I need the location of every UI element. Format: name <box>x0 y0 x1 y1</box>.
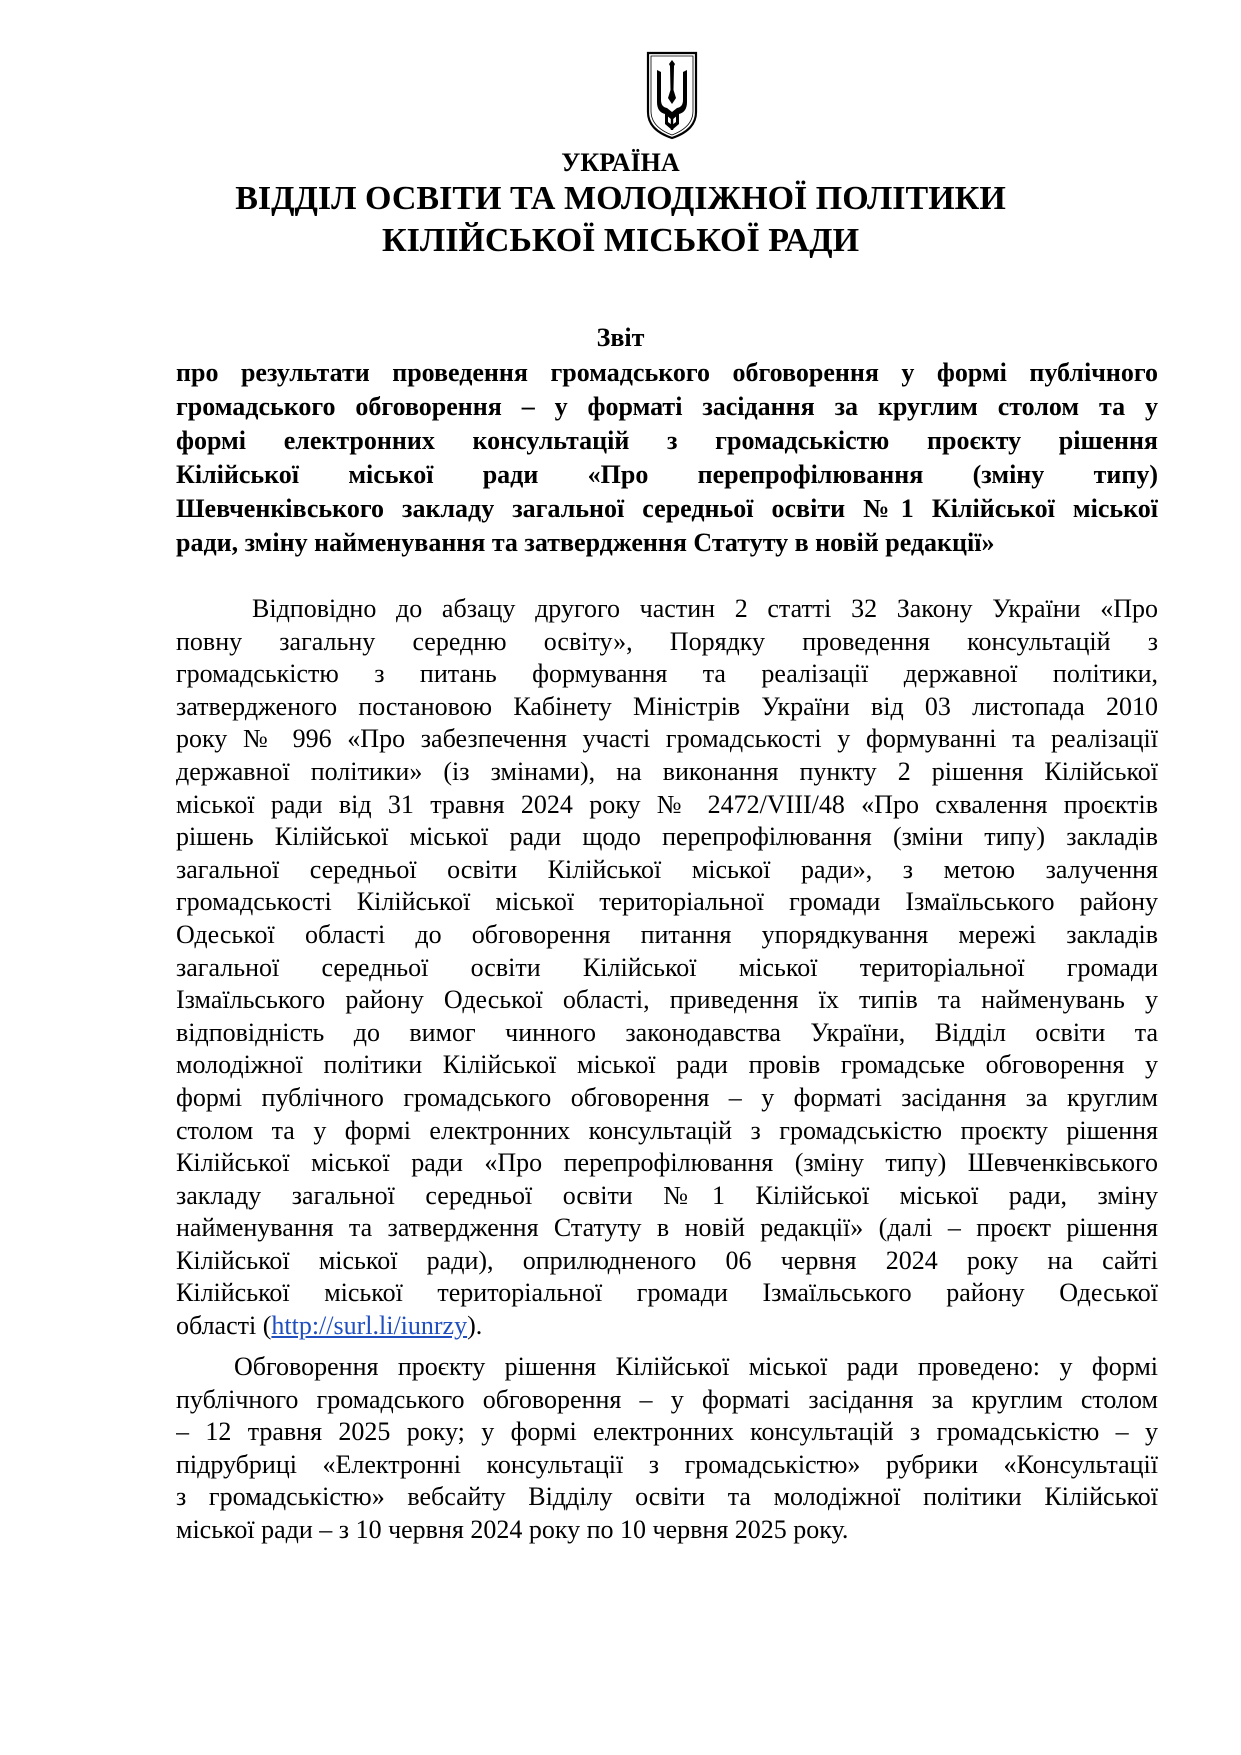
body-line: закладу загальної середньої освіти №1 Кілійської міської ради, зміну <box>176 1180 1158 1210</box>
body-line: столом та у формі електронних консультацій з громадськістю проєкту рішення <box>176 1115 1158 1145</box>
body-line: Кілійської міської територіальної громади Ізмаїльського району Одеської <box>176 1278 1158 1308</box>
body-line: загальної середньої освіти Кілійської міської територіальної громади <box>176 952 1158 982</box>
subject-line: громадського обговорення – у форматі засідання за круглим столом та у <box>176 392 1158 421</box>
body-paragraph-1 <box>176 593 1158 1343</box>
body-line: міської ради від 31 травня 2024 року № 2472/VIII/48 «Про схвалення проєктів <box>176 789 1158 819</box>
body-line: Ізмаїльського району Одеської області, приведення їх типів та найменувань у <box>176 985 1158 1015</box>
body-line: року № 996 «Про забезпечення участі громадськості у формуванні та реалізації <box>176 724 1158 754</box>
body-line: міської ради – з 10 червня 2024 року по 10 червня 2025 року. <box>176 1514 849 1544</box>
body-line: публічного громадського обговорення – у форматі засідання за круглим столом <box>176 1384 1158 1414</box>
body-line: найменування та затвердження Статуту в новій редакції» (далі – проєкт рішення <box>176 1213 1158 1243</box>
subject-line: Шевченківського закладу загальної середньої освіти №1 Кілійської міської <box>176 494 1158 523</box>
subject-line: формі електронних консультацій з громадськістю проєкту рішення <box>176 426 1158 455</box>
body-line-with-link <box>176 1310 1158 1343</box>
body-line: громадськості Кілійської міської територіальної громади Ізмаїльського району <box>176 887 1158 917</box>
subject-line: Кілійської міської ради «Про перепрофілювання (зміну типу) <box>176 460 1158 489</box>
link-suffix-text: ). <box>467 1311 483 1341</box>
body-line: Одеської області до обговорення питання упорядкування мережі закладів <box>176 919 1158 949</box>
coat-of-arms-of-ukraine-icon <box>645 50 699 140</box>
body-line: рішень Кілійської міської ради щодо перепрофілювання (зміни типу) закладів <box>176 822 1158 852</box>
report-subject <box>176 356 1158 560</box>
body-line: державної політики» (із змінами), на виконання пункту 2 рішення Кілійської <box>176 756 1158 786</box>
subject-line: ради, зміну найменування та затвердження Статуту в новій редакції» <box>176 528 995 557</box>
body-line: – 12 травня 2025 року; у формі електронних консультацій з громадськістю – у <box>176 1417 1158 1447</box>
body-line: Кілійської міської ради), оприлюдненого 06 червня 2024 року на сайті <box>176 1245 1158 1275</box>
body-line: підрубриці «Електронні консультації з громадськістю» рубрики «Консультації <box>176 1449 1158 1479</box>
body-line: молодіжної політики Кілійської міської ради провів громадське обговорення у <box>176 1050 1158 1080</box>
body-line: Відповідно до абзацу другого частин 2 статті 32 Закону України «Про <box>252 594 1158 623</box>
body-line: відповідність до вимог чинного законодавства України, Відділ освіти та <box>176 1017 1158 1047</box>
body-line: затвердженого постановою Кабінету Міністрів України від 03 листопада 2010 <box>176 691 1158 721</box>
body-line: громадськістю з питань формування та реалізації державної політики, <box>176 659 1158 689</box>
body-line: Кілійської міської ради «Про перепрофілювання (зміну типу) Шевченківського <box>176 1148 1158 1178</box>
body-line: повну загальну середню освіту», Порядку проведення консультацій з <box>176 626 1158 656</box>
body-paragraph-2 <box>176 1351 1158 1547</box>
report-title: Звіт <box>596 323 645 352</box>
body-line: з громадськістю» вебсайту Відділу освіти та молодіжної політики Кілійської <box>176 1482 1158 1512</box>
subject-line: про результати проведення громадського обговорення у формі публічного <box>176 358 1158 387</box>
country-heading: УКРАЇНА <box>561 148 680 177</box>
body-line: формі публічного громадського обговорення – у форматі засідання за круглим <box>176 1082 1158 1112</box>
body-line: Обговорення проєкту рішення Кілійської міської ради проведено: у формі <box>234 1352 1158 1381</box>
body-line: загальної середньої освіти Кілійської міської ради», з метою залучення <box>176 854 1158 884</box>
consultation-link[interactable]: http://surl.li/iunrzy <box>271 1311 468 1341</box>
organization-name-line-2: КІЛІЙСЬКОЇ МІСЬКОЇ РАДИ <box>381 222 860 259</box>
link-prefix-text: області ( <box>176 1311 272 1341</box>
organization-name-line-1: ВІДДІЛ ОСВІТИ ТА МОЛОДІЖНОЇ ПОЛІТИКИ <box>235 180 1006 217</box>
